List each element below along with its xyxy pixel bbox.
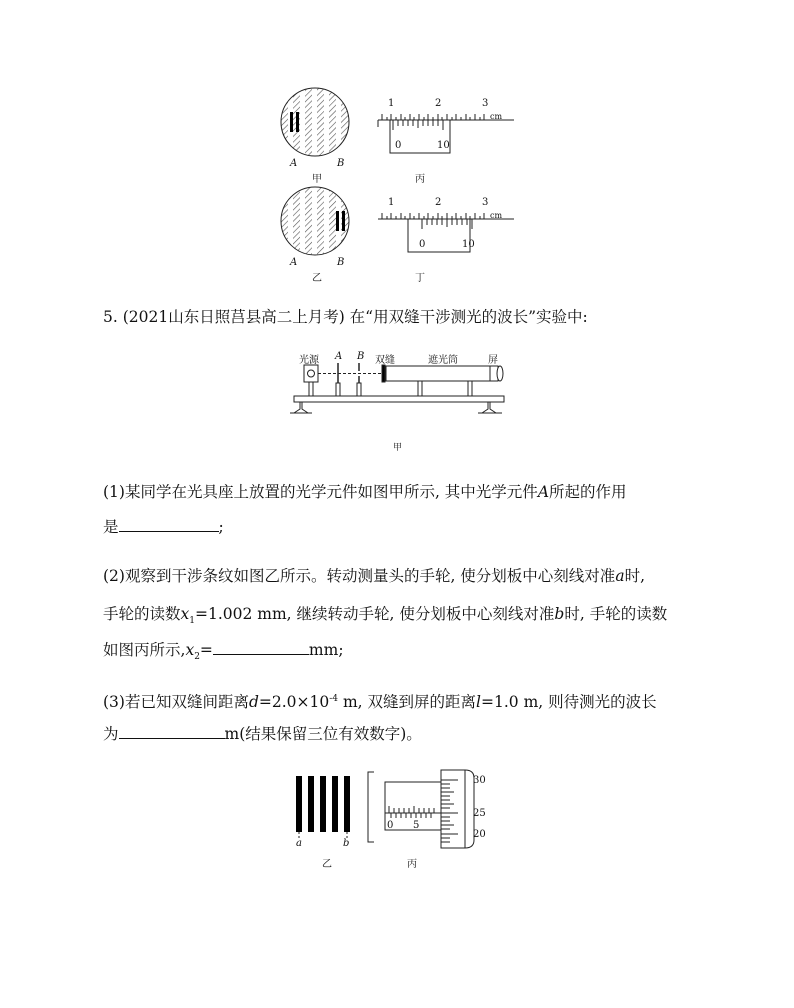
part1-line1: (1)某同学在光具座上放置的光学元件如图甲所示, 其中光学元件A所起的作用 [103, 483, 627, 501]
label-fringe-b: b [343, 838, 350, 849]
scale-tick-3-bing: 3 [482, 98, 489, 109]
fringe-pattern [296, 776, 350, 832]
scale-tick-3-ding: 3 [482, 197, 489, 208]
sleeve-tick-0: 0 [387, 820, 394, 831]
caption-ding: 丁 [415, 273, 425, 284]
top-figure [270, 80, 530, 280]
fringe-and-vernier-diagrams [270, 80, 530, 280]
caption-jia: 甲 [312, 174, 322, 185]
label-fringe-a: a [296, 838, 302, 849]
scale-tick-2-bing: 2 [435, 98, 442, 109]
caption-apparatus: 甲 [393, 443, 403, 453]
label-a-yi: A [290, 257, 298, 268]
thimble-tick-30: 30 [473, 775, 486, 786]
label-b-yi: B [337, 257, 345, 268]
part2-line1: (2)观察到干涉条纹如图乙所示。转动测量头的手轮, 使分划板中心刻线对准a时, [103, 567, 645, 585]
vernier-zero-ding: 0 [419, 239, 426, 250]
part2-line2: 手轮的读数$x_1=1.002$ mm, 继续转动手轮, 使分划板中心刻线对准b时, 手轮的读数 [103, 605, 668, 627]
unit-ding: cm [490, 211, 503, 220]
thimble-tick-25: 25 [473, 808, 486, 819]
part1-line2: 是 ; [103, 515, 224, 538]
label-screen: 屏 [488, 355, 498, 366]
caption-yi: 乙 [312, 273, 322, 284]
scale-tick-1-bing: 1 [388, 98, 395, 109]
label-tube: 遮光筒 [428, 355, 458, 366]
answer-blank-1[interactable] [119, 515, 219, 532]
label-element-b: B [357, 351, 365, 362]
vernier-ten-bing: 10 [437, 140, 450, 151]
label-light-source: 光源 [299, 355, 319, 366]
vernier-zero-bing: 0 [395, 140, 402, 151]
thimble-tick-20: 20 [473, 829, 486, 840]
unit-bing: cm [490, 112, 503, 121]
answer-blank-2[interactable] [213, 638, 309, 655]
vernier-ten-ding: 10 [462, 239, 475, 250]
label-a-jia: A [290, 158, 298, 169]
question-title: 5. (2021山东日照莒县高二上月考) 在“用双缝干涉测光的波长”实验中: [103, 308, 588, 326]
answer-blank-3[interactable] [119, 722, 225, 739]
part3-line2: 为 m(结果保留三位有效数字)。 [103, 722, 422, 745]
sleeve-tick-5: 5 [413, 820, 420, 831]
label-b-jia: B [337, 158, 345, 169]
label-element-a: A [335, 351, 343, 362]
part2-line3: 如图丙所示$,x_2=$ mm; [103, 638, 344, 668]
label-double-slit: 双缝 [375, 355, 395, 366]
var-a: A [537, 483, 550, 501]
caption-bottom-bing: 丙 [407, 859, 417, 870]
optical-bench-diagram [290, 345, 520, 425]
part3-line1: (3)若已知双缝间距离$d=2.0\times 10^{-4}$ m, 双缝到屏的距离l=1.0 m, 则待测光的波长 [103, 693, 657, 712]
caption-bottom-yi: 乙 [322, 859, 332, 870]
apparatus-figure [290, 345, 520, 425]
scale-tick-1-ding: 1 [388, 197, 395, 208]
scale-tick-2-ding: 2 [435, 197, 442, 208]
caption-bing: 丙 [415, 174, 425, 185]
